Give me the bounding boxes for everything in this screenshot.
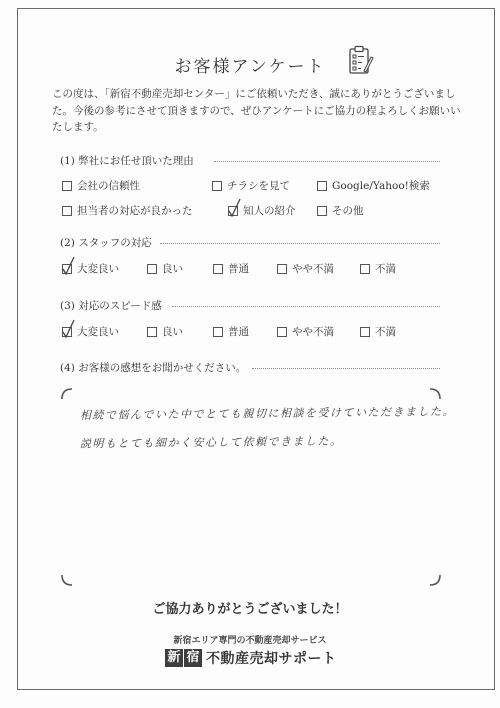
q2-option-2[interactable] [213, 261, 249, 276]
q2-option-label: 良い [162, 263, 183, 275]
q3-option-label: 大変良い [77, 326, 119, 338]
comment-line-1: 相続で悩んでいた中でとても親切に相談を受けていただきました。 [79, 405, 456, 422]
footer-tagline: 新宿エリア専門の不動産売却サービス [173, 636, 327, 646]
checkmark-icon [61, 256, 77, 276]
q2-heading: (2) スタッフの対応 [60, 237, 152, 249]
q1-checkbox-0[interactable] [62, 181, 72, 191]
q1-heading: (1) 弊社にお任せ頂いた理由 [60, 155, 194, 167]
q3-checkbox-0[interactable] [62, 327, 72, 337]
comment-line-2: 説明もとても細かく安心して依頼できました。 [79, 434, 343, 451]
q4-divider [252, 368, 440, 369]
q1-divider [214, 161, 440, 162]
q1-checkbox-4[interactable] [228, 206, 238, 216]
q2-option-4[interactable] [360, 261, 396, 276]
q3-option-3[interactable] [277, 324, 334, 339]
checkmark-icon [61, 319, 77, 339]
q1-option-label: 担当者の対応が良かった [77, 205, 193, 217]
q1-option-2[interactable] [317, 178, 430, 193]
q1-checkbox-5[interactable] [317, 206, 327, 216]
q2-checkbox-4[interactable] [360, 264, 370, 274]
q2-option-0[interactable] [62, 261, 119, 276]
q1-checkbox-2[interactable] [317, 181, 327, 191]
q3-option-label: 良い [162, 326, 183, 338]
q1-option-5[interactable] [317, 203, 364, 218]
q2-option-3[interactable] [277, 261, 334, 276]
q1-checkbox-1[interactable] [212, 181, 222, 191]
q3-option-label: 不満 [375, 326, 396, 338]
q1-checkbox-3[interactable] [62, 206, 72, 216]
intro-text: この度は、「新宿不動産売却センター」にご依頼いただき、誠にありがとうございました。今後の参考にさせて頂きますので、ぜひアンケートにご協力の程よろしくお願いいたします。 [52, 88, 461, 133]
checkmark-icon [227, 198, 243, 218]
survey-title: お客様アンケート [174, 57, 326, 77]
q3-option-label: 普通 [228, 326, 249, 338]
q2-checkbox-0[interactable] [62, 264, 72, 274]
company-logo [165, 647, 337, 669]
logo-char-juku: 宿 [184, 649, 202, 667]
q3-option-4[interactable] [360, 324, 396, 339]
q2-checkbox-2[interactable] [213, 264, 223, 274]
q3-option-2[interactable] [213, 324, 249, 339]
q3-divider [172, 306, 440, 307]
q3-checkbox-2[interactable] [213, 327, 223, 337]
q2-checkbox-1[interactable] [147, 264, 157, 274]
q3-checkbox-1[interactable] [147, 327, 157, 337]
q1-option-label: 知人の紹介 [243, 205, 296, 217]
q3-option-0[interactable] [62, 324, 119, 339]
q3-checkbox-3[interactable] [277, 327, 287, 337]
q4-heading: (4) お客様の感想をお聞かせください。 [60, 362, 247, 374]
q2-option-label: 不満 [375, 263, 396, 275]
q2-option-1[interactable] [147, 261, 183, 276]
q1-option-1[interactable] [212, 178, 290, 193]
q1-option-3[interactable] [62, 203, 193, 218]
q2-option-label: やや不満 [292, 263, 334, 275]
q3-option-label: やや不満 [292, 326, 334, 338]
q1-option-0[interactable] [62, 178, 140, 193]
q1-option-label: チラシを見て [227, 180, 290, 192]
q1-option-label: Google/Yahoo!検索 [332, 180, 430, 192]
q2-divider [160, 243, 440, 244]
q3-option-1[interactable] [147, 324, 183, 339]
q2-option-label: 普通 [228, 263, 249, 275]
clipboard-icon [348, 45, 374, 75]
thanks-message: ご協力ありがとうございました！ [152, 602, 348, 617]
q1-option-4[interactable] [228, 203, 296, 218]
q1-option-label: その他 [332, 205, 364, 217]
q2-option-label: 大変良い [77, 263, 119, 275]
q3-checkbox-4[interactable] [360, 327, 370, 337]
logo-char-shin: 新 [165, 649, 183, 667]
q1-option-label: 会社の信頼性 [77, 180, 140, 192]
q2-checkbox-3[interactable] [277, 264, 287, 274]
q3-heading: (3) 対応のスピード感 [60, 300, 162, 312]
logo-text: 不動産売却サポート [206, 651, 337, 667]
